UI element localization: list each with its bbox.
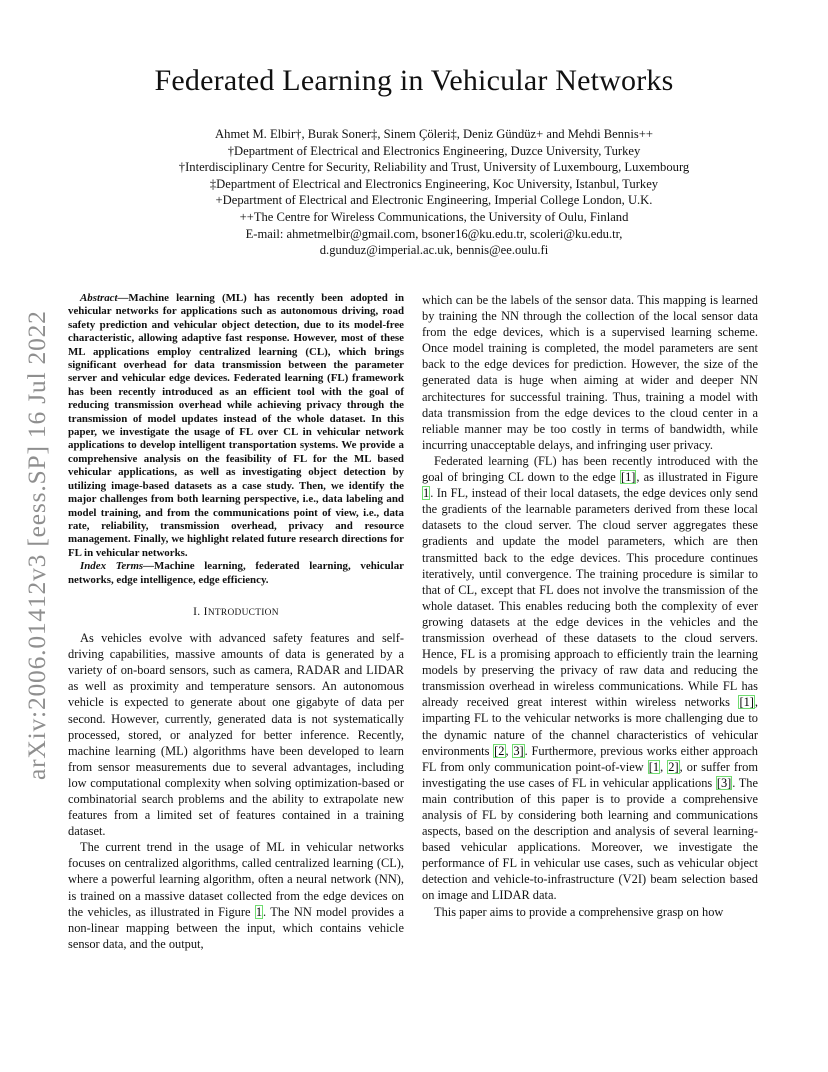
citation-link[interactable]: 3] [513, 743, 524, 758]
paragraph: This paper aims to provide a comprehensive grasp on how [434, 904, 724, 919]
paper-title: Federated Learning in Vehicular Networks [154, 64, 674, 97]
citation-link[interactable]: [3] [716, 775, 732, 790]
author-names: Ahmet M. Elbir†, Burak Soner‡, Sinem Çöleri‡, Deniz Gündüz+ and Mehdi Bennis++ [215, 127, 653, 141]
index-terms-label: Index Terms [80, 560, 144, 573]
paragraph: Federated learning (FL) has been recently introduced with the goal of bringing CL down to the edge [1], as illustrated in Figure 1. In FL, instead of their local datasets, the edge devices only send the gradients of the learnable parameters derived from these local datasets to the cloud server. The cloud server aggregates these gradients and update the model parameters, which are then transmitted back to the edge devices. This procedure continues iteratively, until convergence. The training procedure is similar to that of CL, except that FL does not involve the transmission of the whole dataset. This enables reducing both the complexity of ever growing datasets at the edge devices in the vehicles and the transmission overhead of these datasets to the cloud servers. Hence, FL is a promising approach to efficiently train the learning models by preserving the privacy of raw data and reducing the transmission overhead in wireless communications. While FL has already received great interest within wireless networks [1], imparting FL to the vehicular networks is more challenging due to the dynamic nature of the channel characteristics of vehicular environments [2, 3]. Furthermore, previous works either approach FL from only communication point-of-view [1, 2], or suffer from investigating the use cases of FL in vehicular applications [3]. The main contribution of this paper is to provide a comprehensive analysis of FL by considering both learning and communications aspects, based on the description and analysis of several learning-based vehicular applications. Moreover, we investigate the performance of FL in vehicular use cases, such as vehicular object detection and vehicle-to-infrastructure (V2I) beam selection based on image and LIDAR data. [422, 453, 758, 903]
affiliation-line: †Department of Electrical and Electronics Engineering, Duzce University, Turkey [227, 143, 641, 158]
figure-ref-link[interactable]: 1 [423, 486, 430, 501]
abstract [68, 292, 404, 587]
email-line: d.gunduz@imperial.ac.uk, bennis@ee.oulu.fi [319, 243, 549, 258]
figure-ref-link[interactable]: 1 [255, 904, 263, 919]
affiliation-line: ‡Department of Electrical and Electronics Engineering, Koc University, Istanbul, Turkey [209, 176, 659, 191]
citation-link[interactable]: [1 [648, 759, 660, 774]
citation-link[interactable]: 2] [668, 759, 679, 774]
affiliation-line: +Department of Electrical and Electronic Engineering, Imperial College London, U.K. [215, 193, 653, 208]
section-heading-introduction: I. INTRODUCTION [193, 605, 279, 618]
email-line: E-mail: ahmetmelbir@gmail.com, bsoner16@ku.edu.tr, scoleri@ku.edu.tr, [245, 226, 623, 241]
citation-link[interactable]: [2 [494, 743, 505, 758]
citation-link[interactable]: [1] [739, 695, 754, 710]
abstract-text: —Machine learning (ML) has recently been adopted in vehicular networks for applications such as autonomous driving, road safety prediction and vehicular object detection, due to its model-free characteristic, allowing adaptive fast response. However, most of these ML applications employ centralized learning (CL), which brings significant overhead for data transmission between the parameter server and vehicular edge devices. Federated learning (FL) framework has been recently introduced as an efficient tool with the goal of reducing transmission overhead while achieving privacy through the transmission of model updates instead of the whole dataset. In this paper, we investigate the usage of FL over CL in vehicular network applications to develop intelligent transportation systems. We provide a comprehensive analysis on the feasibility of FL for the ML based vehicular applications, as well as investigating object detection by utilizing image-based datasets as a case study. Then, we identify the major challenges from both learning perspective, i.e., data labeling and model training, and from the communications point of view, i.e., data rate, reliability, transmission overhead, privacy and resource management. Finally, we highlight related future research directions for FL in vehicular networks. [68, 292, 404, 559]
paragraph: which can be the labels of the sensor data. This mapping is learned by training the NN through the collection of the local sensor data from the edge devices, which is a supervised learning scheme. Once model training is completed, the model parameters are sent back to the edge devices for prediction. However, the size of the generated data is huge when aiming at wider and deeper NN architectures for successful training. Thus, training a model with data transmission from the edge devices to the cloud center in a reliable manner may be too costly in terms of bandwidth, while incurring unacceptable delays, and infringing user privacy. [422, 293, 758, 452]
right-column [422, 292, 758, 920]
affiliation-line: †Interdisciplinary Centre for Security, Reliability and Trust, University of Luxembourg, Luxembourg [178, 160, 690, 175]
abstract-label: Abstract [80, 292, 118, 304]
arxiv-identifier: arXiv:2006.01412v3 [eess.SP] 16 Jul 2022 [22, 310, 51, 780]
left-column [68, 292, 404, 952]
paragraph: The current trend in the usage of ML in vehicular networks focuses on centralized algorithms, called centralized learning (CL), where a powerful learning algorithm, often a neural network (NN), is trained on a massive dataset collected from the edge devices on the vehicles, as illustrated in Figure 1. The NN model provides a non-linear mapping between the input, which contains vehicle sensor data, and the output, [68, 840, 404, 951]
affiliation-line: ++The Centre for Wireless Communications, the University of Oulu, Finland [239, 209, 629, 224]
author-block [60, 126, 808, 259]
index-terms-text: —Machine learning, federated learning, vehicular networks, edge intelligence, edge efficiency. [68, 560, 404, 586]
paragraph: As vehicles evolve with advanced safety features and self-driving capabilities, massive amounts of data is generated by a variety of on-board sensors, such as camera, RADAR and LIDAR as well as proximity and temperature sensors. An autonomous vehicle is expected to generate about one gigabyte of data per second. However, currently, generated data is not systematically processed, stored, or analyzed for better inference. Recently, machine learning (ML) algorithms have been developed to learn from sensor measurements due to several advantages, including low computational complexity when solving optimization-based or combinatorial search problems and the ability to extrapolate new features from a limited set of features contained in a training dataset. [68, 631, 404, 839]
citation-link[interactable]: [1] [620, 470, 636, 485]
